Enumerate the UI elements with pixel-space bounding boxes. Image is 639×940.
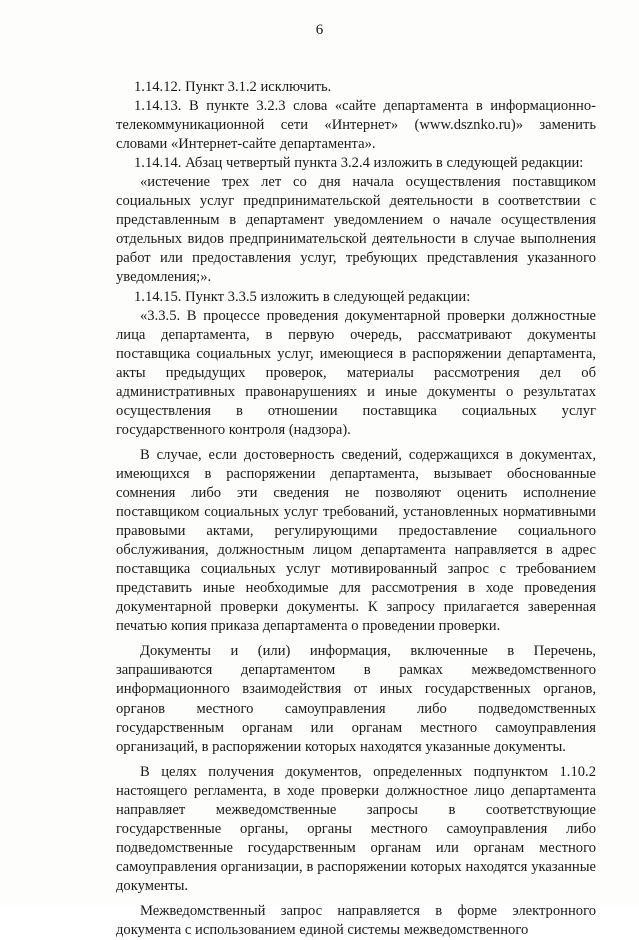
page-number: 6 <box>315 22 324 38</box>
paragraph-doubts: В случае, если достоверность сведений, содержащихся в документах, имеющихся в распоряжении департамента, вызывает обоснованные сомнения либо эти сведения не позволяют оценить исполнение поставщиком социальных услуг требований, установленных нормативными правовыми актами, регулирующими предоставление социального обслуживания, должностным лицом департамента направляется в адрес поставщика социальных услуг мотивированный запрос с требованием представить иные необходимые для рассмотрения в ходе проведения документарной проверки документы. К запросу прилагается заверенная печатью копия приказа департамента о проведении проверки. <box>116 446 596 635</box>
paragraph-1-14-13: 1.14.13. В пункте 3.2.3 слова «сайте департамента в информационно-телекоммуникационной сети «Интернет» (www.dsznko.ru)» заменить словами «Интернет-сайте департамента». <box>116 98 596 153</box>
paragraph-1-14-12: 1.14.12. Пункт 3.1.2 исключить. <box>134 79 332 95</box>
paragraph-interagency-request: Межведомственный запрос направляется в форме электронного документа с использованием единой системы межведомственного <box>116 902 596 939</box>
paragraph-obtaining-documents: В целях получения документов, определенных подпунктом 1.10.2 настоящего регламента, в ходе проверки должностное лицо департамента направляет межведомственные запросы в соответствующие государственные органы, органы местного самоуправления либо подведомственные государственным органам или органам местного самоуправления организации, в распоряжении которых находятся указанные документы. <box>116 763 596 894</box>
paragraph-documents-list: Документы и (или) информация, включенные в Перечень, запрашиваются департаментом в рамках межведомственного информационного взаимодействия от иных государственных органов, органов местного самоуправления либо подведомственных государственным органам или органам местного самоуправления организаций, в распоряжении которых находятся указанные документы. <box>116 643 596 755</box>
paragraph-quote-abzac: «истечение трех лет со дня начала осуществления поставщиком социальных услуг предпринимательской деятельности в соответствии с представленным в департамент уведомлением о начале осуществления отдельных видов предпринимательской деятельности в случае выполнения работ или предоставления услуг, требующих представления указанного уведомления;». <box>116 174 596 286</box>
paragraph-3-3-5: «3.3.5. В процессе проведения документарной проверки должностные лица департамента, в первую очередь, рассматривают документы поставщика социальных услуг, имеющиеся в распоряжении департамента, акты предыдущих проверок, материалы рассмотрения дел об административных правонарушениях и иные документы о результатах осуществления в отношении поставщика социальных услуг государственного контроля (надзора). <box>116 307 596 438</box>
paragraph-1-14-14: 1.14.14. Абзац четвертый пункта 3.2.4 изложить в следующей редакции: <box>134 155 584 172</box>
paragraph-1-14-15: 1.14.15. Пункт 3.3.5 изложить в следующей редакции: <box>134 288 471 305</box>
document-body <box>116 78 596 940</box>
